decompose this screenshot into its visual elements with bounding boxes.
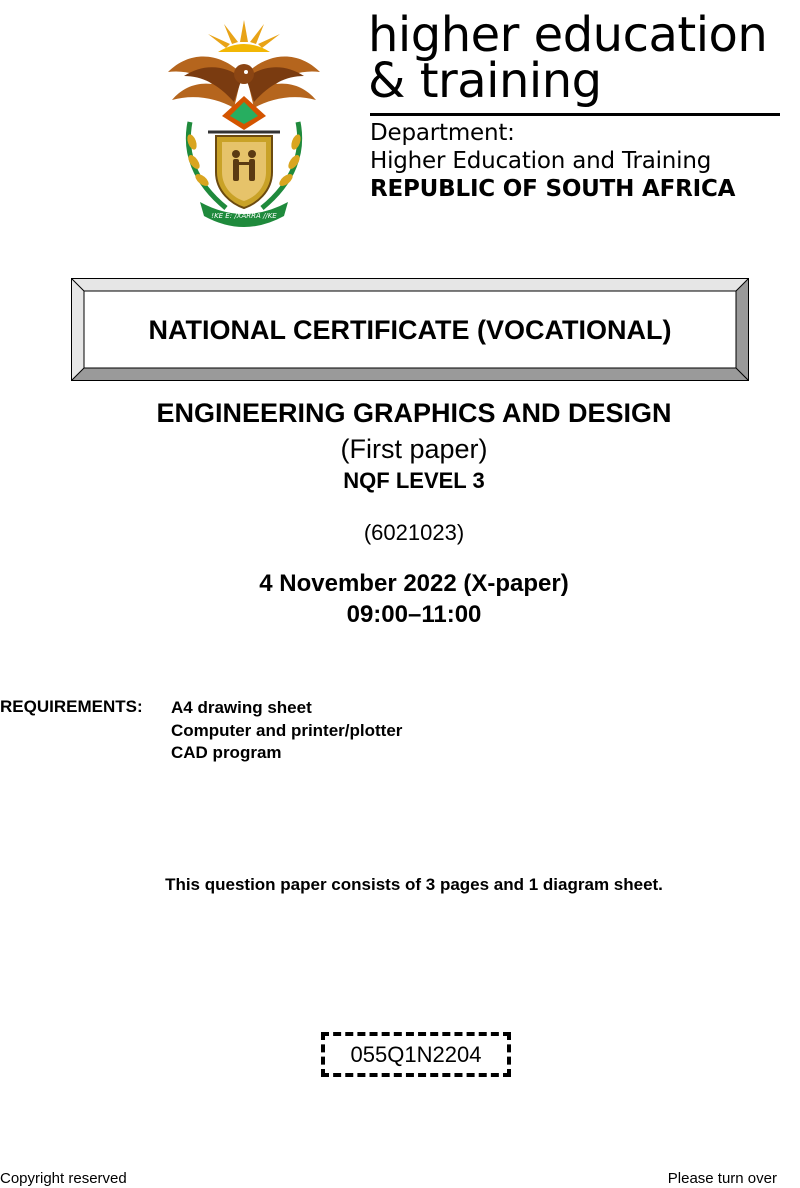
requirements-list: [171, 697, 402, 765]
dept-line-3: REPUBLIC OF SOUTH AFRICA: [370, 176, 736, 202]
brand-line-2: & training: [368, 53, 602, 109]
paper-number: (First paper): [340, 434, 488, 464]
coat-of-arms-icon: [160, 12, 328, 230]
requirement-item: CAD program: [171, 743, 282, 762]
exam-date: 4 November 2022 (X-paper): [259, 570, 569, 597]
requirements-label: REQUIREMENTS:: [0, 697, 143, 716]
brand-line-1: higher education: [368, 7, 768, 63]
coat-of-arms-motto: !KE E: /XARRA //KE: [211, 212, 277, 220]
requirement-item: Computer and printer/plotter: [171, 720, 403, 740]
subject-code: (6021023): [363, 520, 465, 545]
title-frame: [71, 278, 749, 381]
paper-code-box: [321, 1032, 511, 1077]
certificate-title: NATIONAL CERTIFICATE (VOCATIONAL): [148, 314, 672, 345]
nqf-level: NQF LEVEL 3: [343, 468, 485, 493]
paper-code: 055Q1N2204: [350, 1041, 482, 1067]
subject-title: ENGINEERING GRAPHICS AND DESIGN: [156, 398, 672, 428]
exam-time: 09:00–11:00: [346, 601, 482, 628]
footer-copyright: Copyright reserved: [0, 1170, 127, 1187]
dept-line-1: Department:: [370, 120, 515, 146]
department-brand: [368, 7, 788, 109]
page-count-note: This question paper consists of 3 pages and 1 diagram sheet.: [165, 875, 663, 894]
dept-line-2: Higher Education and Training: [370, 148, 712, 174]
requirement-item: A4 drawing sheet: [171, 698, 312, 717]
department-name: [370, 119, 790, 203]
brand-divider: [370, 113, 780, 116]
footer-turn-over: Please turn over: [667, 1170, 777, 1187]
